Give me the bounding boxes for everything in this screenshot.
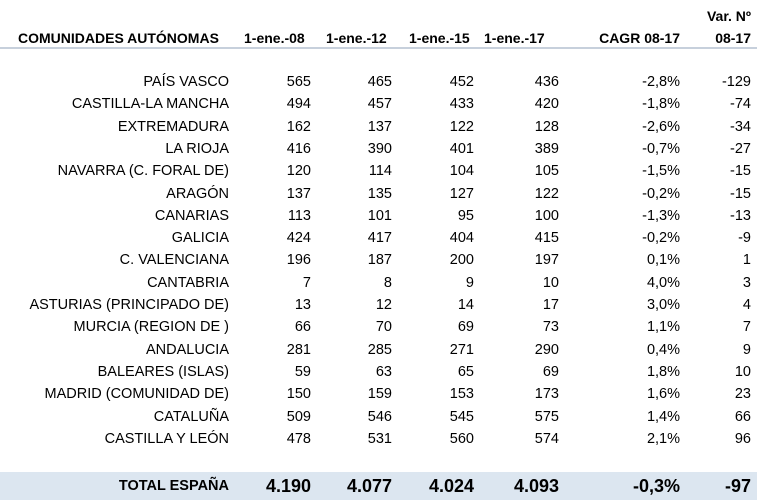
value-2012: 8 bbox=[383, 274, 392, 291]
region-name: CANARIAS bbox=[154, 207, 229, 224]
cagr-value: -1,3% bbox=[642, 207, 680, 224]
header-var-line1: Var. Nº bbox=[706, 8, 751, 24]
header-2015: 1-ene.-15 bbox=[409, 30, 470, 46]
value-2017: 574 bbox=[534, 430, 559, 447]
value-2015: 95 bbox=[457, 207, 474, 224]
var-value: 23 bbox=[734, 386, 751, 403]
value-2008: 565 bbox=[286, 74, 311, 90]
cagr-value: -1,5% bbox=[642, 163, 680, 180]
value-2008: 162 bbox=[286, 118, 311, 135]
value-2015: 200 bbox=[449, 252, 474, 269]
header-2012: 1-ene.-12 bbox=[326, 30, 387, 46]
table-row bbox=[0, 339, 757, 361]
table-row bbox=[0, 183, 757, 205]
table-row bbox=[0, 205, 757, 227]
value-2017: 100 bbox=[534, 207, 559, 224]
table-row bbox=[0, 272, 757, 294]
value-2008: 494 bbox=[286, 96, 311, 113]
value-2008: 478 bbox=[286, 430, 311, 447]
table-row bbox=[0, 160, 757, 182]
value-2017: 173 bbox=[534, 386, 559, 403]
value-2012: 187 bbox=[367, 252, 392, 269]
region-name: MURCIA (REGION DE ) bbox=[73, 319, 229, 336]
var-value: 66 bbox=[734, 408, 751, 425]
var-value: 7 bbox=[742, 319, 751, 336]
var-value: 96 bbox=[734, 430, 751, 447]
table-row bbox=[0, 406, 757, 428]
value-2012: 137 bbox=[367, 118, 392, 135]
value-2012: 285 bbox=[367, 341, 392, 358]
value-2012: 457 bbox=[367, 96, 392, 113]
region-name: MADRID (COMUNIDAD DE) bbox=[44, 386, 229, 403]
value-2017: 415 bbox=[534, 230, 559, 247]
var-value: -129 bbox=[721, 74, 751, 90]
var-value: 9 bbox=[742, 341, 751, 358]
value-2015: 9 bbox=[465, 274, 474, 291]
var-value: -9 bbox=[738, 230, 751, 247]
value-2012: 390 bbox=[367, 140, 392, 157]
header-divider bbox=[0, 47, 757, 49]
value-2012: 70 bbox=[375, 319, 392, 336]
region-name: CASTILLA Y LEÓN bbox=[104, 430, 229, 447]
value-2015: 14 bbox=[457, 297, 474, 313]
value-2012: 159 bbox=[367, 386, 392, 403]
value-2008: 137 bbox=[286, 185, 311, 202]
value-2015: 545 bbox=[449, 408, 474, 425]
total-label: TOTAL ESPAÑA bbox=[118, 478, 229, 494]
table-row bbox=[0, 138, 757, 160]
value-2008: 416 bbox=[286, 140, 311, 157]
value-2017: 197 bbox=[534, 252, 559, 269]
value-2008: 424 bbox=[286, 230, 311, 247]
region-name: CASTILLA-LA MANCHA bbox=[71, 96, 229, 113]
value-2017: 290 bbox=[534, 341, 559, 358]
value-2012: 531 bbox=[367, 430, 392, 447]
table-row bbox=[0, 428, 757, 450]
value-2012: 417 bbox=[367, 230, 392, 247]
cagr-value: 1,4% bbox=[646, 408, 680, 425]
value-2012: 12 bbox=[375, 297, 392, 313]
region-name: ASTURIAS (PRINCIPADO DE) bbox=[29, 297, 229, 313]
table-row bbox=[0, 383, 757, 405]
total-value-2015: 4.024 bbox=[428, 476, 474, 496]
value-2008: 13 bbox=[294, 297, 311, 313]
total-row bbox=[0, 472, 757, 500]
cagr-value: -0,2% bbox=[642, 230, 680, 247]
value-2008: 150 bbox=[286, 386, 311, 403]
region-name: ARAGÓN bbox=[166, 185, 229, 202]
value-2015: 122 bbox=[449, 118, 474, 135]
var-value: -34 bbox=[730, 118, 751, 135]
var-value: 10 bbox=[734, 363, 751, 380]
cagr-value: 4,0% bbox=[646, 274, 680, 291]
value-2017: 389 bbox=[534, 140, 559, 157]
table-row bbox=[0, 93, 757, 115]
value-2017: 122 bbox=[534, 185, 559, 202]
value-2012: 465 bbox=[367, 74, 392, 90]
var-value: -27 bbox=[730, 140, 751, 157]
value-2015: 452 bbox=[449, 74, 474, 90]
value-2012: 101 bbox=[367, 207, 392, 224]
var-value: 1 bbox=[742, 252, 751, 269]
value-2017: 420 bbox=[534, 96, 559, 113]
var-value: -13 bbox=[730, 207, 751, 224]
region-name: C. VALENCIANA bbox=[119, 252, 229, 269]
region-name: NAVARRA (C. FORAL DE) bbox=[57, 163, 229, 180]
cagr-value: 1,8% bbox=[646, 363, 680, 380]
cagr-value: 2,1% bbox=[646, 430, 680, 447]
value-2017: 17 bbox=[542, 297, 559, 313]
header-2017: 1-ene.-17 bbox=[484, 30, 545, 46]
table-row bbox=[0, 116, 757, 138]
value-2017: 10 bbox=[542, 274, 559, 291]
value-2008: 120 bbox=[286, 163, 311, 180]
total-value-2017: 4.093 bbox=[513, 476, 559, 496]
value-2012: 546 bbox=[367, 408, 392, 425]
total-var: -97 bbox=[724, 476, 751, 496]
value-2017: 575 bbox=[534, 408, 559, 425]
value-2017: 105 bbox=[534, 163, 559, 180]
value-2015: 271 bbox=[449, 341, 474, 358]
table-row bbox=[0, 71, 757, 93]
value-2015: 433 bbox=[449, 96, 474, 113]
cagr-value: -0,2% bbox=[642, 185, 680, 202]
header-2008: 1-ene.-08 bbox=[244, 30, 305, 46]
value-2017: 73 bbox=[542, 319, 559, 336]
value-2012: 114 bbox=[368, 163, 392, 180]
var-value: 3 bbox=[742, 274, 751, 291]
total-cagr: -0,3% bbox=[632, 476, 680, 496]
table-row bbox=[0, 249, 757, 271]
cagr-value: -0,7% bbox=[642, 140, 680, 157]
region-name: CANTABRIA bbox=[147, 274, 229, 291]
cagr-value: 1,1% bbox=[646, 319, 680, 336]
region-name: LA RIOJA bbox=[165, 140, 229, 157]
cagr-value: -2,6% bbox=[642, 118, 680, 135]
value-2008: 509 bbox=[286, 408, 311, 425]
cagr-value: 0,4% bbox=[646, 341, 680, 358]
header-comunidades: COMUNIDADES AUTÓNOMAS bbox=[18, 30, 219, 46]
table-row bbox=[0, 361, 757, 383]
cagr-value: 1,6% bbox=[646, 386, 680, 403]
var-value: -74 bbox=[730, 96, 751, 113]
var-value: -15 bbox=[730, 185, 751, 202]
region-name: PAÍS VASCO bbox=[143, 74, 229, 90]
region-name: GALICIA bbox=[171, 230, 229, 247]
value-2015: 401 bbox=[449, 140, 474, 157]
value-2015: 127 bbox=[449, 185, 474, 202]
value-2008: 113 bbox=[287, 207, 311, 224]
value-2015: 104 bbox=[449, 163, 474, 180]
total-value-2008: 4.190 bbox=[265, 476, 311, 496]
value-2008: 196 bbox=[286, 252, 311, 269]
value-2012: 135 bbox=[367, 185, 392, 202]
region-name: ANDALUCIA bbox=[146, 341, 229, 358]
value-2008: 7 bbox=[302, 274, 311, 291]
value-2017: 128 bbox=[534, 118, 559, 135]
region-name: BALEARES (ISLAS) bbox=[97, 363, 229, 380]
region-name: CATALUÑA bbox=[153, 408, 229, 425]
value-2012: 63 bbox=[375, 363, 392, 380]
table-row bbox=[0, 316, 757, 338]
header-var-line2: 08-17 bbox=[715, 30, 751, 46]
table-row bbox=[0, 294, 757, 316]
value-2008: 59 bbox=[294, 363, 311, 380]
total-value-2012: 4.077 bbox=[346, 476, 392, 496]
var-value: -15 bbox=[730, 163, 751, 180]
value-2008: 281 bbox=[286, 341, 311, 358]
value-2015: 153 bbox=[449, 386, 474, 403]
value-2015: 69 bbox=[457, 319, 474, 336]
var-value: 4 bbox=[742, 297, 751, 313]
cagr-value: 0,1% bbox=[646, 252, 680, 269]
value-2015: 65 bbox=[457, 363, 474, 380]
value-2015: 560 bbox=[449, 430, 474, 447]
region-name: EXTREMADURA bbox=[117, 118, 229, 135]
cagr-value: -2,8% bbox=[642, 74, 680, 90]
header-cagr: CAGR 08-17 bbox=[599, 30, 680, 46]
table-row bbox=[0, 227, 757, 249]
value-2008: 66 bbox=[294, 319, 311, 336]
value-2017: 69 bbox=[542, 363, 559, 380]
cagr-value: -1,8% bbox=[642, 96, 680, 113]
value-2017: 436 bbox=[534, 74, 559, 90]
value-2015: 404 bbox=[449, 230, 474, 247]
cagr-value: 3,0% bbox=[646, 297, 680, 313]
